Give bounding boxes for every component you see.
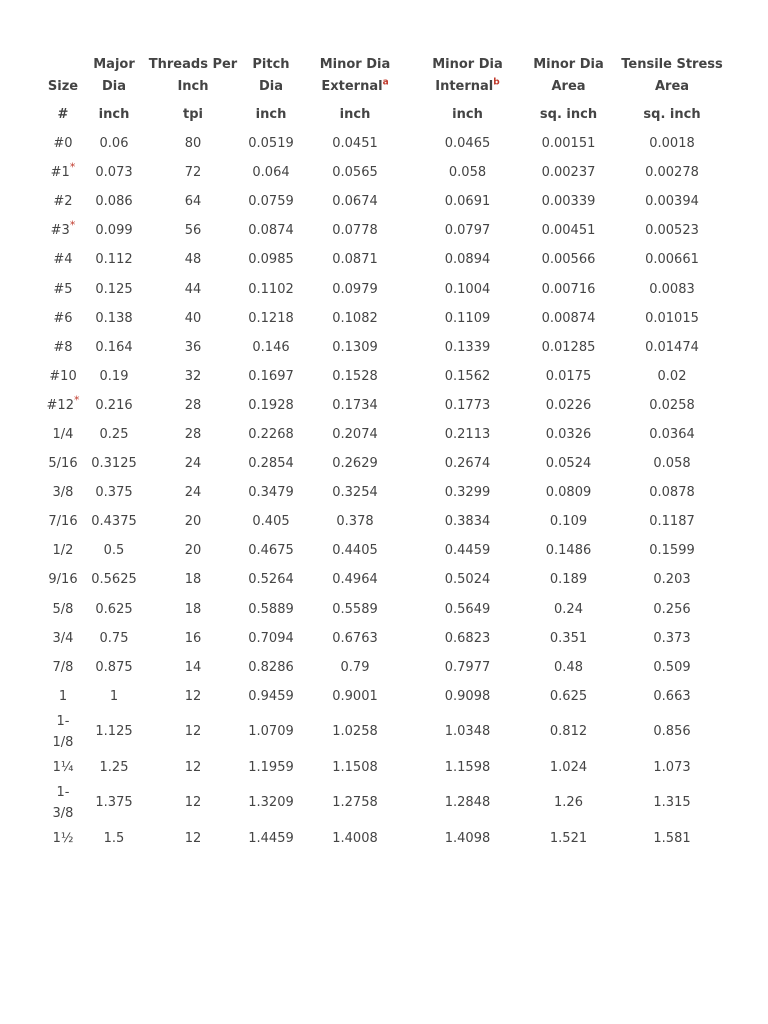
pitch-dia-cell: 0.2854 xyxy=(248,456,294,472)
table-row xyxy=(42,274,732,303)
size-value: #10 xyxy=(49,368,77,384)
tensile-stress-area-cell: 0.0364 xyxy=(649,426,695,442)
column-header-line1: Pitch xyxy=(252,57,290,72)
minor-dia-internal-cell: 0.1773 xyxy=(444,397,491,413)
table-row xyxy=(42,420,732,449)
minor-dia-internal-cell: 0.7977 xyxy=(444,659,491,675)
minor-dia-area-cell: 0.01285 xyxy=(541,339,596,355)
size-value: 1½ xyxy=(52,831,74,847)
minor-dia-external-cell: 0.5589 xyxy=(332,601,378,617)
size-value: 1/4 xyxy=(52,426,74,442)
size-value: 3/4 xyxy=(52,630,74,646)
table-row xyxy=(42,782,732,824)
size-cell xyxy=(42,682,84,711)
threads-per-inch-cell: 64 xyxy=(184,194,202,210)
threads-per-inch-cell: 72 xyxy=(184,165,202,181)
size-cell xyxy=(42,565,84,594)
pitch-dia-cell: 0.1928 xyxy=(248,397,294,413)
pitch-dia-cell: 0.146 xyxy=(252,339,290,355)
minor-dia-internal-cell: 1.0348 xyxy=(444,724,491,740)
minor-dia-internal-cell: 0.0465 xyxy=(444,136,491,152)
major-dia-cell: 0.25 xyxy=(99,426,129,442)
size-value: 3/8 xyxy=(52,485,74,501)
major-dia-cell: 0.112 xyxy=(95,252,133,268)
size-value: 1 xyxy=(58,688,68,704)
major-dia-cell: 0.164 xyxy=(95,339,133,355)
tensile-stress-area-cell: 0.0258 xyxy=(649,397,695,413)
threads-per-inch-cell: 24 xyxy=(184,456,202,472)
column-header-minor-dia-external xyxy=(300,50,410,100)
tensile-stress-area-cell: 0.256 xyxy=(653,601,691,617)
minor-dia-external-cell: 0.1734 xyxy=(332,397,378,413)
tensile-stress-area-cell: 0.856 xyxy=(653,724,691,740)
major-dia-cell: 0.099 xyxy=(95,223,133,239)
major-dia-cell: 0.375 xyxy=(95,485,133,501)
column-header-line2: Area xyxy=(551,79,586,94)
tensile-stress-area-cell: 0.509 xyxy=(653,659,691,675)
minor-dia-internal-cell: 1.2848 xyxy=(444,795,491,811)
minor-dia-internal-cell: 1.1598 xyxy=(444,759,491,775)
column-header-line1: Minor Dia xyxy=(319,57,391,72)
pitch-dia-cell: 0.064 xyxy=(252,165,290,181)
major-dia-cell: 0.875 xyxy=(95,659,133,675)
minor-dia-external-cell: 0.2074 xyxy=(332,426,378,442)
minor-dia-area-cell: 0.00339 xyxy=(541,194,596,210)
threads-per-inch-cell: 12 xyxy=(184,759,202,775)
pitch-dia-cell: 0.0519 xyxy=(248,136,294,152)
minor-dia-internal-cell: 0.0797 xyxy=(444,223,491,239)
major-dia-cell: 0.125 xyxy=(95,281,133,297)
column-header-line2: Dia xyxy=(258,79,284,94)
column-header-line2: Area xyxy=(654,79,690,94)
minor-dia-area-cell: 0.0524 xyxy=(545,456,592,472)
tensile-stress-area-cell: 0.01474 xyxy=(645,339,699,355)
minor-dia-external-cell: 0.6763 xyxy=(332,630,378,646)
table-body xyxy=(42,129,732,853)
pitch-dia-cell: 0.2268 xyxy=(248,426,294,442)
size-value: #2 xyxy=(53,194,73,210)
table-row xyxy=(42,536,732,565)
table-row xyxy=(42,304,732,333)
minor-dia-area-cell: 0.1486 xyxy=(545,543,592,559)
footnote-marker[interactable]: a xyxy=(382,77,389,88)
unit-label-minor-dia-area: sq. inch xyxy=(539,107,598,122)
minor-dia-external-cell: 0.0674 xyxy=(332,194,378,210)
column-header-size xyxy=(42,50,84,100)
pitch-dia-cell: 0.1102 xyxy=(248,281,294,297)
size-cell xyxy=(42,420,84,449)
major-dia-cell: 0.625 xyxy=(95,601,133,617)
minor-dia-area-cell: 0.48 xyxy=(554,659,583,675)
size-value: 1¼ xyxy=(52,759,74,775)
table-row xyxy=(42,682,732,711)
column-header-line2: Internal xyxy=(435,79,494,94)
minor-dia-internal-cell: 0.0894 xyxy=(444,252,491,268)
unit-label-threads-per-inch: tpi xyxy=(183,107,203,122)
column-header-threads-per-inch xyxy=(144,50,242,100)
major-dia-cell: 1.125 xyxy=(95,724,133,740)
minor-dia-external-cell: 0.0979 xyxy=(332,281,378,297)
unit-label-tensile-stress-area: sq. inch xyxy=(643,107,701,122)
tensile-stress-area-cell: 0.00278 xyxy=(645,165,699,181)
minor-dia-area-cell: 0.00451 xyxy=(541,223,596,239)
major-dia-cell: 0.4375 xyxy=(91,514,137,530)
size-value: 1/2 xyxy=(52,543,74,559)
pitch-dia-cell: 1.0709 xyxy=(248,724,294,740)
threads-per-inch-cell: 80 xyxy=(184,136,202,152)
column-header-major-dia xyxy=(84,50,144,100)
table-row xyxy=(42,824,732,853)
tensile-stress-area-cell: 0.203 xyxy=(653,572,691,588)
minor-dia-external-cell: 0.0871 xyxy=(332,252,378,268)
tensile-stress-area-cell: 1.581 xyxy=(653,831,691,847)
size-cell xyxy=(42,595,84,624)
minor-dia-external-cell: 0.1528 xyxy=(332,368,378,384)
size-value: #3 xyxy=(50,223,70,239)
pitch-dia-cell: 1.4459 xyxy=(248,831,294,847)
threads-per-inch-cell: 16 xyxy=(184,630,202,646)
threads-per-inch-cell: 40 xyxy=(184,310,202,326)
major-dia-cell: 0.06 xyxy=(99,136,129,152)
pitch-dia-cell: 0.1697 xyxy=(248,368,294,384)
minor-dia-area-cell: 0.0809 xyxy=(545,485,592,501)
minor-dia-area-cell: 0.625 xyxy=(549,688,588,704)
column-header-line1: Tensile Stress xyxy=(621,57,723,72)
minor-dia-area-cell: 0.189 xyxy=(549,572,588,588)
minor-dia-internal-cell: 0.058 xyxy=(448,165,487,181)
minor-dia-internal-cell: 1.4098 xyxy=(444,831,491,847)
size-cell xyxy=(42,129,84,158)
minor-dia-area-cell: 0.00716 xyxy=(541,281,596,297)
minor-dia-area-cell: 1.024 xyxy=(549,759,588,775)
minor-dia-area-cell: 1.26 xyxy=(554,795,583,811)
minor-dia-external-cell: 0.9001 xyxy=(332,688,378,704)
minor-dia-internal-cell: 0.1109 xyxy=(444,310,491,326)
table-row xyxy=(42,449,732,478)
pitch-dia-cell: 0.5264 xyxy=(248,572,294,588)
size-cell xyxy=(42,536,84,565)
threads-per-inch-cell: 18 xyxy=(184,601,202,617)
column-header-line1: Threads Per xyxy=(148,57,238,72)
size-cell xyxy=(42,187,84,216)
unit-label-minor-dia-internal: inch xyxy=(452,107,483,122)
column-header-line2: Size xyxy=(47,79,79,94)
threads-per-inch-cell: 12 xyxy=(184,795,202,811)
table-row xyxy=(42,711,732,753)
column-header-minor-dia-internal xyxy=(410,50,525,100)
size-cell xyxy=(42,478,84,507)
size-cell xyxy=(42,391,84,420)
tensile-stress-area-cell: 0.0018 xyxy=(649,136,695,152)
pitch-dia-cell: 0.8286 xyxy=(248,659,294,675)
minor-dia-external-cell: 0.378 xyxy=(336,514,374,530)
threads-per-inch-cell: 56 xyxy=(184,223,202,239)
tensile-stress-area-cell: 0.1599 xyxy=(649,543,695,559)
major-dia-cell: 1.375 xyxy=(95,795,133,811)
size-value: 1- 3/8 xyxy=(52,784,74,821)
table-row xyxy=(42,158,732,187)
size-cell xyxy=(42,624,84,653)
threads-per-inch-cell: 12 xyxy=(184,831,202,847)
tensile-stress-area-cell: 0.02 xyxy=(657,368,687,384)
threads-per-inch-cell: 36 xyxy=(184,339,202,355)
minor-dia-external-cell: 0.0565 xyxy=(332,165,378,181)
table-row xyxy=(42,129,732,158)
size-value: #6 xyxy=(53,310,73,326)
column-header-minor-dia-area xyxy=(525,50,612,100)
major-dia-cell: 0.5 xyxy=(103,543,125,559)
pitch-dia-cell: 1.3209 xyxy=(248,795,294,811)
size-value: #12 xyxy=(46,397,74,413)
unit-label-size: # xyxy=(57,107,69,122)
size-value: 7/8 xyxy=(52,659,74,675)
minor-dia-external-cell: 0.2629 xyxy=(332,456,378,472)
minor-dia-external-cell: 0.3254 xyxy=(332,485,378,501)
threads-per-inch-cell: 44 xyxy=(184,281,202,297)
threads-per-inch-cell: 18 xyxy=(184,572,202,588)
pitch-dia-cell: 0.0874 xyxy=(248,223,294,239)
size-value: #0 xyxy=(53,136,73,152)
minor-dia-area-cell: 0.109 xyxy=(549,514,588,530)
threads-per-inch-cell: 24 xyxy=(184,485,202,501)
minor-dia-internal-cell: 0.3299 xyxy=(444,485,491,501)
pitch-dia-cell: 1.1959 xyxy=(248,759,294,775)
size-value: 5/16 xyxy=(48,456,78,472)
pitch-dia-cell: 0.1218 xyxy=(248,310,294,326)
size-value: #1 xyxy=(50,165,70,181)
minor-dia-external-cell: 0.79 xyxy=(340,659,370,675)
threads-per-inch-cell: 12 xyxy=(184,688,202,704)
major-dia-cell: 1.5 xyxy=(103,831,125,847)
tensile-stress-area-cell: 0.00523 xyxy=(645,223,699,239)
column-header-pitch-dia xyxy=(242,50,300,100)
pitch-dia-cell: 0.405 xyxy=(252,514,290,530)
column-header-line1: Minor Dia xyxy=(533,57,604,72)
tensile-stress-area-cell: 0.00661 xyxy=(645,252,699,268)
size-cell xyxy=(42,824,84,853)
table-row xyxy=(42,624,732,653)
minor-dia-internal-cell: 0.1339 xyxy=(444,339,491,355)
pitch-dia-cell: 0.5889 xyxy=(248,601,294,617)
size-cell xyxy=(42,449,84,478)
minor-dia-external-cell: 0.0778 xyxy=(332,223,378,239)
minor-dia-external-cell: 1.2758 xyxy=(332,795,378,811)
size-cell xyxy=(42,711,84,753)
size-cell xyxy=(42,333,84,362)
column-header-line1: Minor Dia xyxy=(432,57,503,72)
size-value: #4 xyxy=(53,252,73,268)
major-dia-cell: 1 xyxy=(109,688,119,704)
minor-dia-external-cell: 0.0451 xyxy=(332,136,378,152)
unit-label-major-dia: inch xyxy=(98,107,130,122)
minor-dia-external-cell: 0.1309 xyxy=(332,339,378,355)
minor-dia-internal-cell: 0.6823 xyxy=(444,630,491,646)
major-dia-cell: 0.138 xyxy=(95,310,133,326)
minor-dia-external-cell: 1.4008 xyxy=(332,831,378,847)
major-dia-cell: 0.75 xyxy=(99,630,129,646)
table-row xyxy=(42,478,732,507)
size-value: 9/16 xyxy=(48,572,78,588)
threads-per-inch-cell: 12 xyxy=(184,724,202,740)
threads-per-inch-cell: 28 xyxy=(184,426,202,442)
tensile-stress-area-cell: 0.0083 xyxy=(649,281,695,297)
column-header-line2: External xyxy=(321,79,383,94)
minor-dia-area-cell: 0.812 xyxy=(549,724,588,740)
threads-per-inch-cell: 28 xyxy=(184,397,202,413)
minor-dia-internal-cell: 0.9098 xyxy=(444,688,491,704)
unit-label-minor-dia-external: inch xyxy=(339,107,371,122)
footnote-marker[interactable]: b xyxy=(493,77,500,88)
column-header-line2: Dia xyxy=(101,79,127,94)
minor-dia-area-cell: 0.351 xyxy=(549,630,588,646)
table-row xyxy=(42,653,732,682)
preferred-size-marker: * xyxy=(69,160,76,174)
minor-dia-area-cell: 0.0175 xyxy=(545,368,592,384)
tensile-stress-area-cell: 0.00394 xyxy=(645,194,699,210)
table-row xyxy=(42,753,732,782)
minor-dia-area-cell: 1.521 xyxy=(549,831,588,847)
size-value: 5/8 xyxy=(52,601,74,617)
minor-dia-internal-cell: 0.0691 xyxy=(444,194,491,210)
column-header-line2: Inch xyxy=(177,79,209,94)
threads-per-inch-cell: 20 xyxy=(184,514,202,530)
minor-dia-internal-cell: 0.4459 xyxy=(444,543,491,559)
tensile-stress-area-cell: 1.315 xyxy=(653,795,691,811)
header-row xyxy=(42,50,732,100)
size-cell xyxy=(42,245,84,274)
size-value: 1- 1/8 xyxy=(52,713,74,750)
size-cell xyxy=(42,782,84,824)
size-value: #8 xyxy=(53,339,73,355)
table-row xyxy=(42,507,732,536)
size-cell xyxy=(42,304,84,333)
minor-dia-internal-cell: 0.5649 xyxy=(444,601,491,617)
major-dia-cell: 0.086 xyxy=(95,194,133,210)
units-row xyxy=(42,100,732,129)
table-row xyxy=(42,216,732,245)
pitch-dia-cell: 0.0759 xyxy=(248,194,294,210)
threads-per-inch-cell: 48 xyxy=(184,252,202,268)
unit-label-pitch-dia: inch xyxy=(255,107,287,122)
threads-per-inch-cell: 20 xyxy=(184,543,202,559)
threads-per-inch-cell: 32 xyxy=(184,368,202,384)
table-row xyxy=(42,333,732,362)
tensile-stress-area-cell: 1.073 xyxy=(653,759,691,775)
major-dia-cell: 1.25 xyxy=(99,759,129,775)
tensile-stress-area-cell: 0.0878 xyxy=(649,485,695,501)
minor-dia-external-cell: 1.0258 xyxy=(332,724,378,740)
minor-dia-external-cell: 0.1082 xyxy=(332,310,378,326)
size-value: #5 xyxy=(53,281,73,297)
minor-dia-internal-cell: 0.2113 xyxy=(444,426,491,442)
size-cell xyxy=(42,216,84,245)
major-dia-cell: 0.3125 xyxy=(91,456,137,472)
major-dia-cell: 0.5625 xyxy=(91,572,137,588)
minor-dia-area-cell: 0.0226 xyxy=(545,397,592,413)
pitch-dia-cell: 0.0985 xyxy=(248,252,294,268)
tensile-stress-area-cell: 0.1187 xyxy=(649,514,695,530)
preferred-size-marker: * xyxy=(73,393,80,407)
pitch-dia-cell: 0.9459 xyxy=(248,688,294,704)
minor-dia-area-cell: 0.0326 xyxy=(545,426,592,442)
column-header-line1: Major xyxy=(93,57,135,72)
minor-dia-external-cell: 1.1508 xyxy=(332,759,378,775)
minor-dia-internal-cell: 0.1004 xyxy=(444,281,491,297)
minor-dia-internal-cell: 0.5024 xyxy=(444,572,491,588)
size-cell xyxy=(42,507,84,536)
tensile-stress-area-cell: 0.663 xyxy=(653,688,691,704)
size-value: 7/16 xyxy=(48,514,78,530)
tensile-stress-area-cell: 0.01015 xyxy=(645,310,699,326)
pitch-dia-cell: 0.7094 xyxy=(248,630,294,646)
table-row xyxy=(42,391,732,420)
tensile-stress-area-cell: 0.373 xyxy=(653,630,691,646)
minor-dia-area-cell: 0.24 xyxy=(554,601,583,617)
table-row xyxy=(42,595,732,624)
tensile-stress-area-cell: 0.058 xyxy=(653,456,691,472)
minor-dia-external-cell: 0.4405 xyxy=(332,543,378,559)
size-cell xyxy=(42,753,84,782)
size-cell xyxy=(42,158,84,187)
minor-dia-area-cell: 0.00237 xyxy=(541,165,596,181)
major-dia-cell: 0.216 xyxy=(95,397,133,413)
minor-dia-area-cell: 0.00151 xyxy=(541,136,596,152)
size-cell xyxy=(42,362,84,391)
minor-dia-internal-cell: 0.2674 xyxy=(444,456,491,472)
thread-dimensions-table xyxy=(42,50,732,853)
minor-dia-internal-cell: 0.1562 xyxy=(444,368,491,384)
threads-per-inch-cell: 14 xyxy=(184,659,202,675)
minor-dia-area-cell: 0.00566 xyxy=(541,252,596,268)
table-row xyxy=(42,565,732,594)
pitch-dia-cell: 0.3479 xyxy=(248,485,294,501)
minor-dia-area-cell: 0.00874 xyxy=(541,310,596,326)
column-header-tensile-stress-area xyxy=(612,50,732,100)
size-cell xyxy=(42,274,84,303)
table-row xyxy=(42,187,732,216)
minor-dia-external-cell: 0.4964 xyxy=(332,572,378,588)
major-dia-cell: 0.073 xyxy=(95,165,133,181)
preferred-size-marker: * xyxy=(69,219,76,232)
table-row xyxy=(42,245,732,274)
pitch-dia-cell: 0.4675 xyxy=(248,543,294,559)
major-dia-cell: 0.19 xyxy=(99,368,129,384)
table-row xyxy=(42,362,732,391)
size-cell xyxy=(42,653,84,682)
minor-dia-internal-cell: 0.3834 xyxy=(444,514,491,530)
